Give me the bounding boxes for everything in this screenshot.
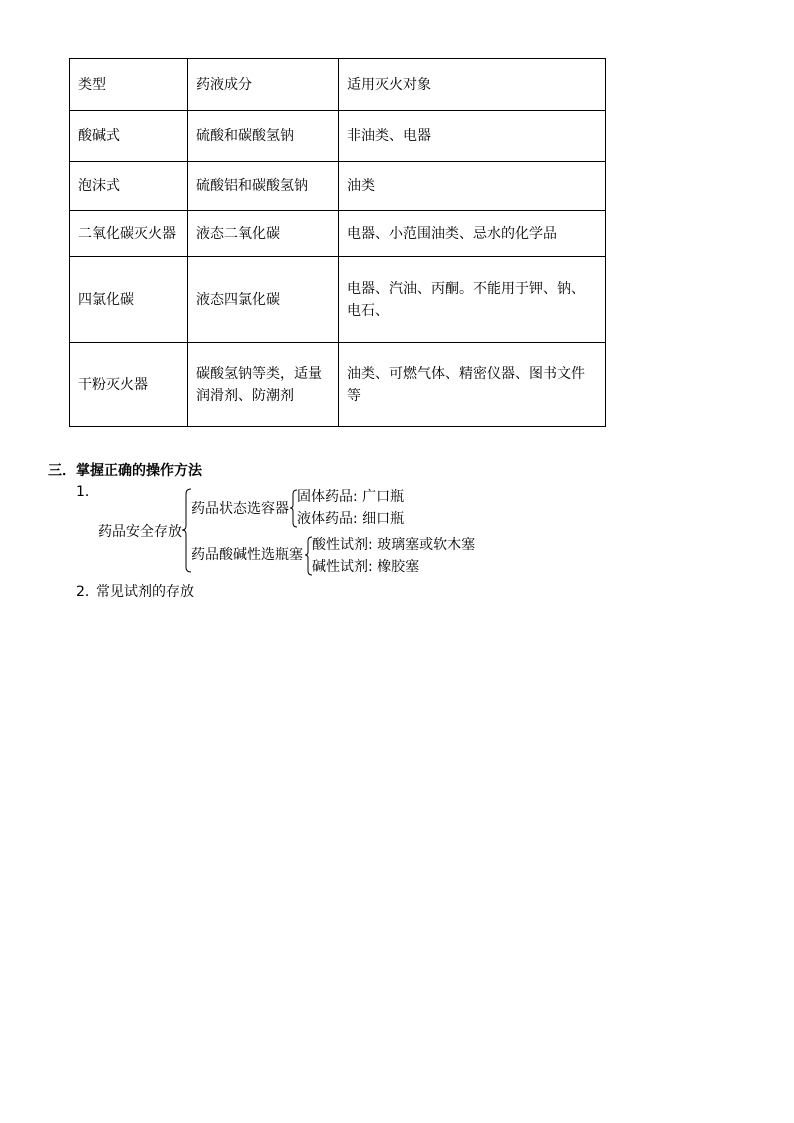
table-cell: 硫酸和碳酸氢钠	[188, 111, 339, 162]
tree-leaf: 液体药品: 细口瓶	[297, 511, 405, 527]
table-cell: 硫酸铝和碳酸氢钠	[188, 162, 339, 211]
table-cell: 液态二氧化碳	[188, 211, 339, 257]
brace-root	[182, 489, 191, 572]
tree-branch-stopper: 药品酸碱性选瓶塞	[191, 547, 303, 563]
table-cell: 非油类、电器	[339, 111, 606, 162]
table-cell: 泡沫式	[70, 162, 188, 211]
tree-leaf: 碱性试剂: 橡胶塞	[312, 559, 420, 575]
table-cell: 液态四氯化碳	[188, 257, 339, 343]
tree-root: 药品安全存放	[98, 524, 182, 540]
tree-leaf: 酸性试剂: 玻璃塞或软木塞	[312, 537, 476, 553]
tree-leaf: 固体药品: 广口瓶	[297, 489, 405, 505]
table-cell: 油类	[339, 162, 606, 211]
table-cell: 电器、小范围油类、忌水的化学品	[339, 211, 606, 257]
header-target: 适用灭火对象	[339, 59, 606, 111]
table-cell: 四氯化碳	[70, 257, 188, 343]
tree-branch-container: 药品状态选容器	[191, 501, 289, 517]
table-cell: 干粉灭火器	[70, 343, 188, 427]
item-number: 2．	[76, 584, 99, 600]
table-cell: 酸碱式	[70, 111, 188, 162]
header-ingredient: 药液成分	[188, 59, 339, 111]
table-cell: 油类、可燃气体、精密仪器、图书文件等	[339, 343, 606, 427]
section-heading: 三．掌握正确的操作方法	[48, 463, 202, 479]
brace-branch-1	[290, 490, 297, 527]
table-cell: 电器、汽油、丙酮。不能用于钾、钠、电石、	[339, 257, 606, 343]
table-cell: 碳酸氢钠等类，适量润滑剂、防潮剂	[188, 343, 339, 427]
header-type: 类型	[70, 59, 188, 111]
item-text: 常见试剂的存放	[96, 584, 194, 600]
brace-branch-2	[305, 537, 312, 575]
table-cell: 二氧化碳灭火器	[70, 211, 188, 257]
item-number: 1．	[76, 484, 99, 500]
